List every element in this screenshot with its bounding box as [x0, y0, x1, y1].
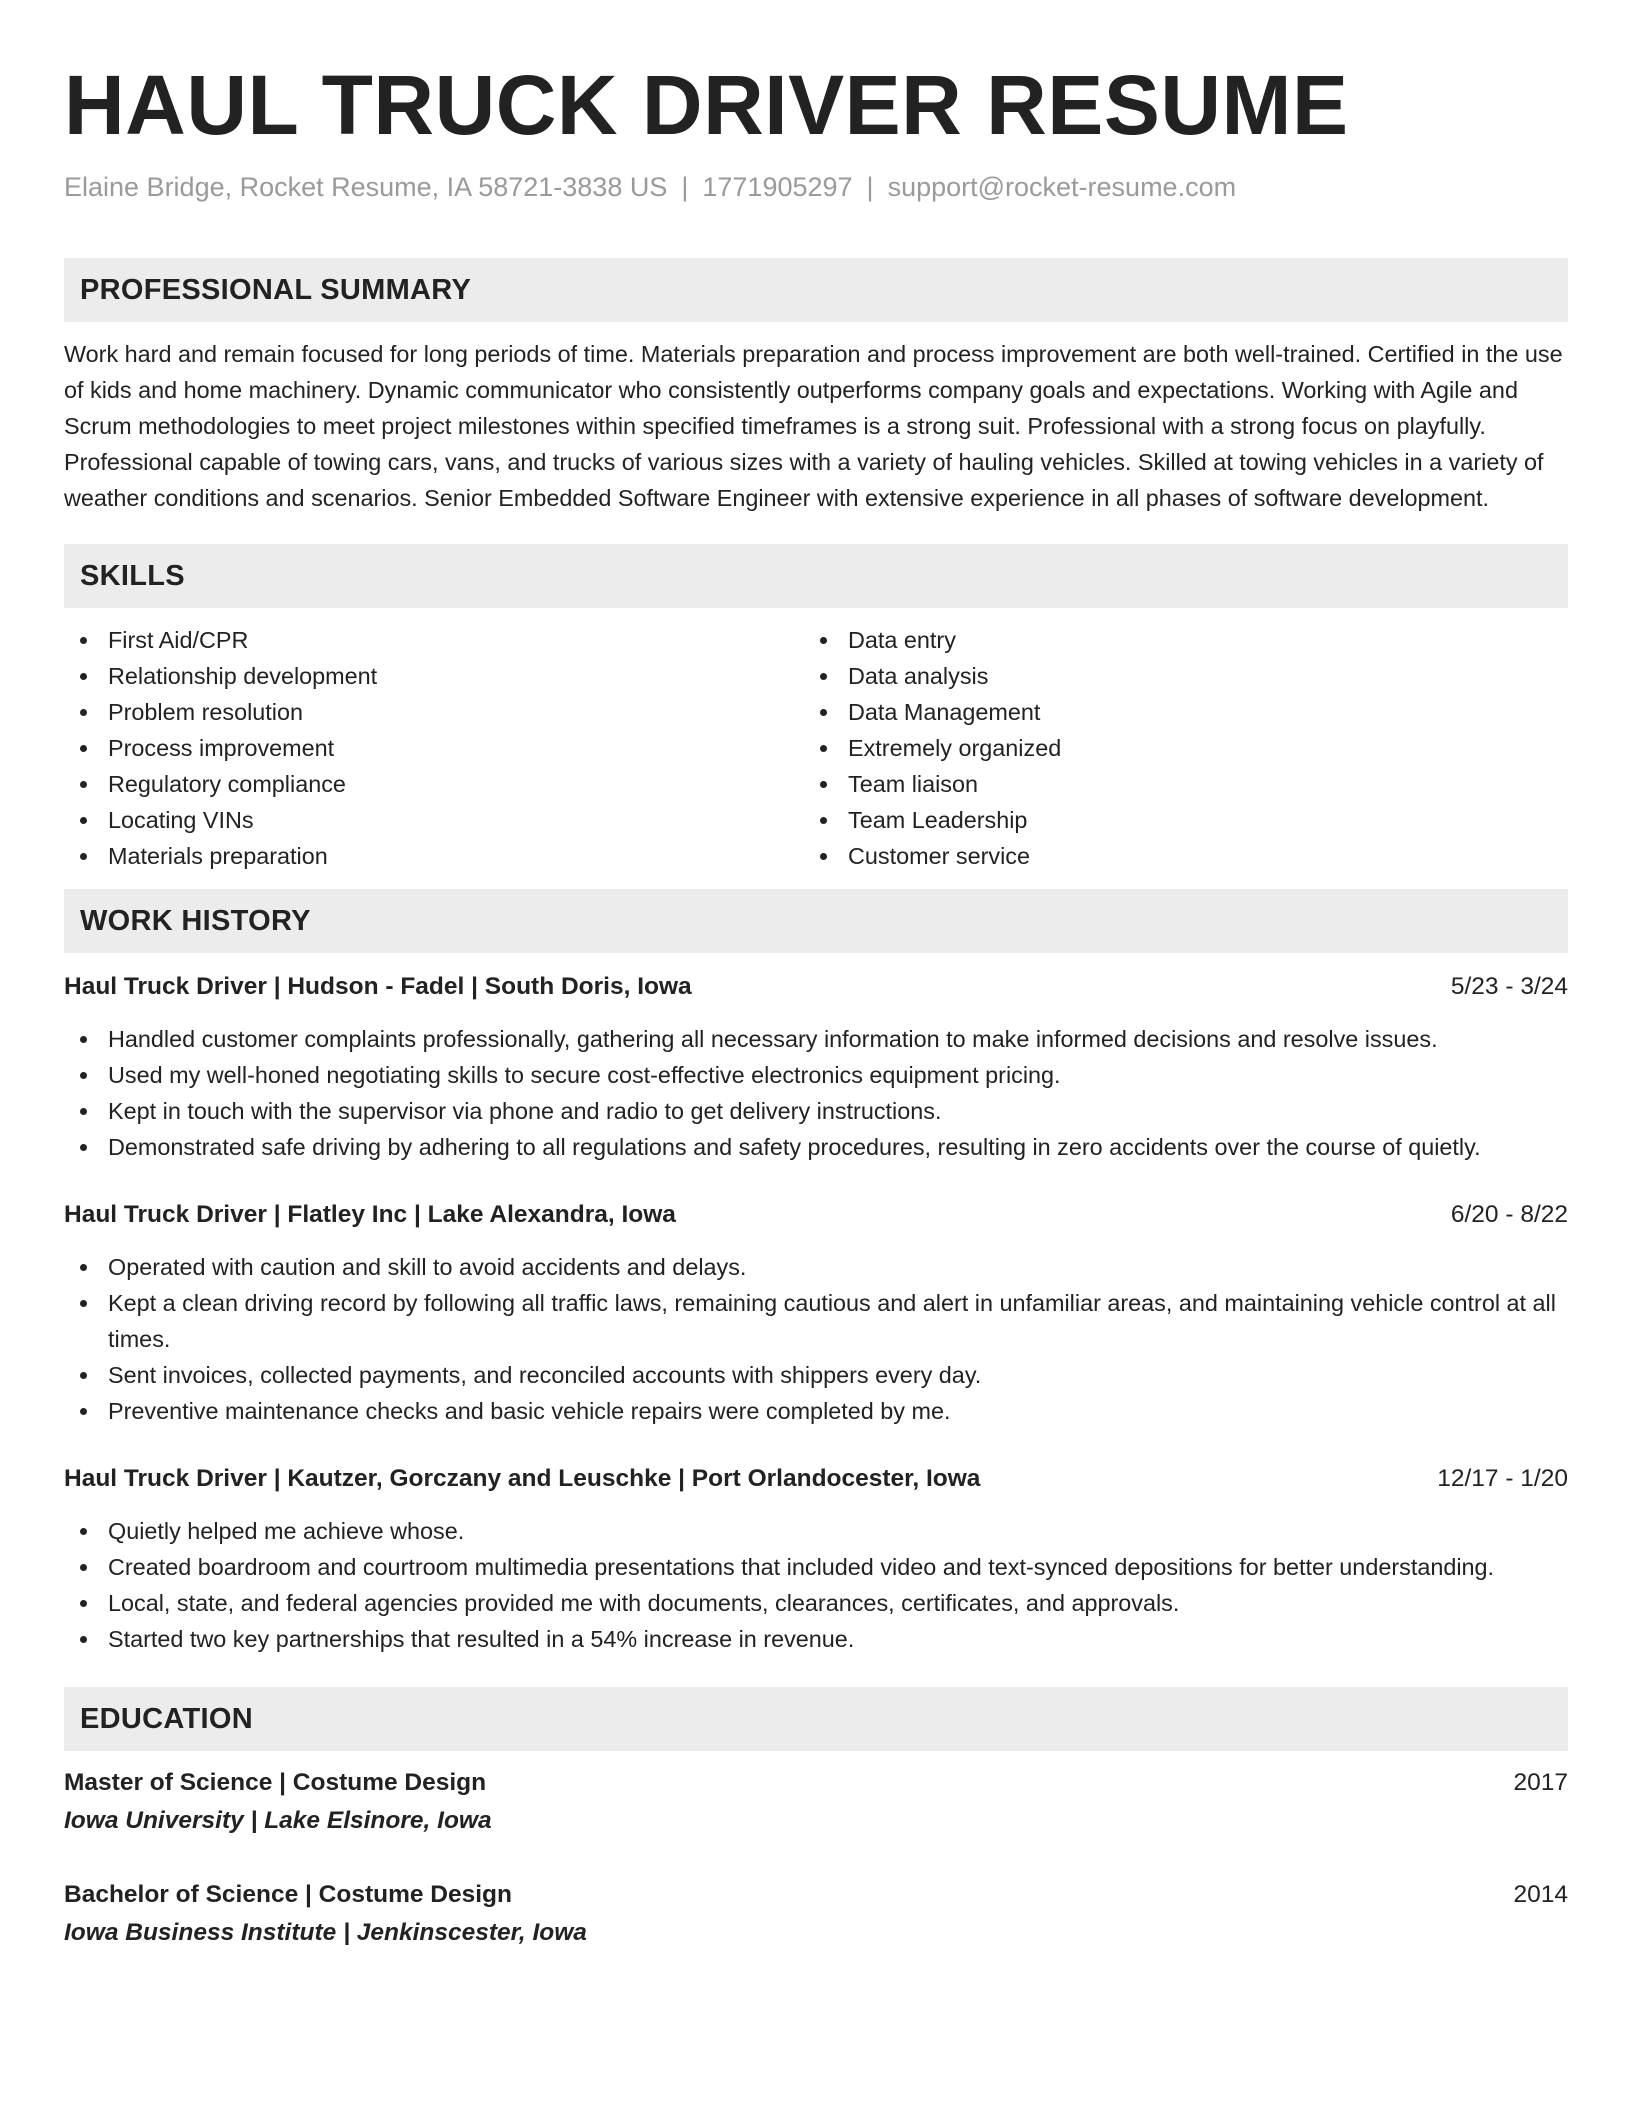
job-dates: 5/23 - 3/24	[1450, 973, 1568, 1000]
job-bullet: Kept in touch with the supervisor via phone and radio to get delivery instructions.	[64, 1093, 1568, 1129]
education-header	[64, 1877, 1568, 1913]
education-year: 2014	[1513, 1881, 1568, 1908]
job-entry	[64, 1197, 1568, 1429]
resume-title: HAUL TRUCK DRIVER RESUME	[64, 58, 1349, 152]
skill-item: Team Leadership	[804, 802, 1544, 838]
skill-item: Relationship development	[64, 658, 804, 694]
section-header-education	[64, 1687, 1568, 1751]
skill-item: Process improvement	[64, 730, 804, 766]
education-entry	[64, 1765, 1568, 1839]
job-bullet: Quietly helped me achieve whose.	[64, 1513, 1568, 1549]
section-heading: SKILLS	[80, 559, 185, 592]
job-bullet: Operated with caution and skill to avoid accidents and delays.	[64, 1249, 1568, 1285]
education-school: Iowa University | Lake Elsinore, Iowa	[64, 1807, 492, 1834]
job-bullets	[64, 1513, 1568, 1657]
contact-line	[64, 168, 1568, 206]
contact-email: support@rocket-resume.com	[887, 172, 1237, 202]
section-header-skills	[64, 544, 1568, 608]
job-bullet: Created boardroom and courtroom multimedia presentations that included video and text-synced depositions for better understanding.	[64, 1549, 1568, 1585]
job-bullets	[64, 1249, 1568, 1429]
skill-item: Extremely organized	[804, 730, 1544, 766]
job-bullet: Preventive maintenance checks and basic vehicle repairs were completed by me.	[64, 1393, 1568, 1429]
job-header	[64, 969, 1568, 1005]
skills-grid	[64, 622, 1568, 874]
job-bullet: Handled customer complaints professionally, gathering all necessary information to make informed decisions and resolve issues.	[64, 1021, 1568, 1057]
education-entry	[64, 1877, 1568, 1951]
section-header-summary	[64, 258, 1568, 322]
skill-item: First Aid/CPR	[64, 622, 804, 658]
job-bullets	[64, 1021, 1568, 1165]
job-bullet: Local, state, and federal agencies provided me with documents, clearances, certificates, and approvals.	[64, 1585, 1568, 1621]
job-title: Haul Truck Driver | Flatley Inc | Lake Alexandra, Iowa	[64, 1201, 676, 1228]
job-entry	[64, 1461, 1568, 1657]
job-title: Haul Truck Driver | Hudson - Fadel | South Doris, Iowa	[64, 973, 692, 1000]
education-degree: Bachelor of Science | Costume Design	[64, 1881, 512, 1908]
education-header	[64, 1765, 1568, 1801]
job-title: Haul Truck Driver | Kautzer, Gorczany and Leuschke | Port Orlandocester, Iowa	[64, 1465, 981, 1492]
job-bullet: Kept a clean driving record by following all traffic laws, remaining cautious and alert in unfamiliar areas, and maintaining vehicle control at all times.	[64, 1285, 1568, 1357]
skill-item: Team liaison	[804, 766, 1544, 802]
contact-separator: |	[866, 172, 874, 202]
skill-item: Locating VINs	[64, 802, 804, 838]
job-bullet: Demonstrated safe driving by adhering to all regulations and safety procedures, resulting in zero accidents over the course of quietly.	[64, 1129, 1568, 1165]
skill-item: Data Management	[804, 694, 1544, 730]
education-degree: Master of Science | Costume Design	[64, 1769, 487, 1796]
skill-item: Data entry	[804, 622, 1544, 658]
skills-column-left	[64, 622, 804, 874]
job-bullet: Sent invoices, collected payments, and reconciled accounts with shippers every day.	[64, 1357, 1568, 1393]
job-bullet: Started two key partnerships that resulted in a 54% increase in revenue.	[64, 1621, 1568, 1657]
section-heading: PROFESSIONAL SUMMARY	[80, 273, 472, 306]
skills-column-right	[804, 622, 1544, 874]
job-entry	[64, 969, 1568, 1165]
section-header-work-history	[64, 889, 1568, 953]
job-dates: 12/17 - 1/20	[1437, 1465, 1568, 1492]
skill-item: Data analysis	[804, 658, 1544, 694]
job-header	[64, 1197, 1568, 1233]
skill-item: Regulatory compliance	[64, 766, 804, 802]
job-bullet: Used my well-honed negotiating skills to secure cost-effective electronics equipment pricing.	[64, 1057, 1568, 1093]
skill-item: Materials preparation	[64, 838, 804, 874]
summary-text: Work hard and remain focused for long periods of time. Materials preparation and process improvement are both well-trained. Certified in the use of kids and home machinery. Dynamic communicator who consistently outperforms company goals and expectations. Working with Agile and Scrum methodologies to meet project milestones within specified timeframes is a strong suit. Professional with a strong focus on playfully. Professional capable of towing cars, vans, and trucks of various sizes with a variety of hauling vehicles. Skilled at towing vehicles in a variety of weather conditions and scenarios. Senior Embedded Software Engineer with extensive experience in all phases of software development.	[64, 341, 1563, 511]
skill-item: Customer service	[804, 838, 1544, 874]
section-heading: WORK HISTORY	[80, 904, 311, 937]
education-school: Iowa Business Institute | Jenkinscester, Iowa	[64, 1919, 587, 1946]
contact-separator: |	[681, 172, 689, 202]
education-year: 2017	[1513, 1769, 1568, 1796]
skill-item: Problem resolution	[64, 694, 804, 730]
job-header	[64, 1461, 1568, 1497]
contact-phone: 1771905297	[702, 172, 853, 202]
job-dates: 6/20 - 8/22	[1450, 1201, 1568, 1228]
contact-address: Elaine Bridge, Rocket Resume, IA 58721-3838 US	[64, 172, 668, 202]
section-heading: EDUCATION	[80, 1702, 253, 1735]
